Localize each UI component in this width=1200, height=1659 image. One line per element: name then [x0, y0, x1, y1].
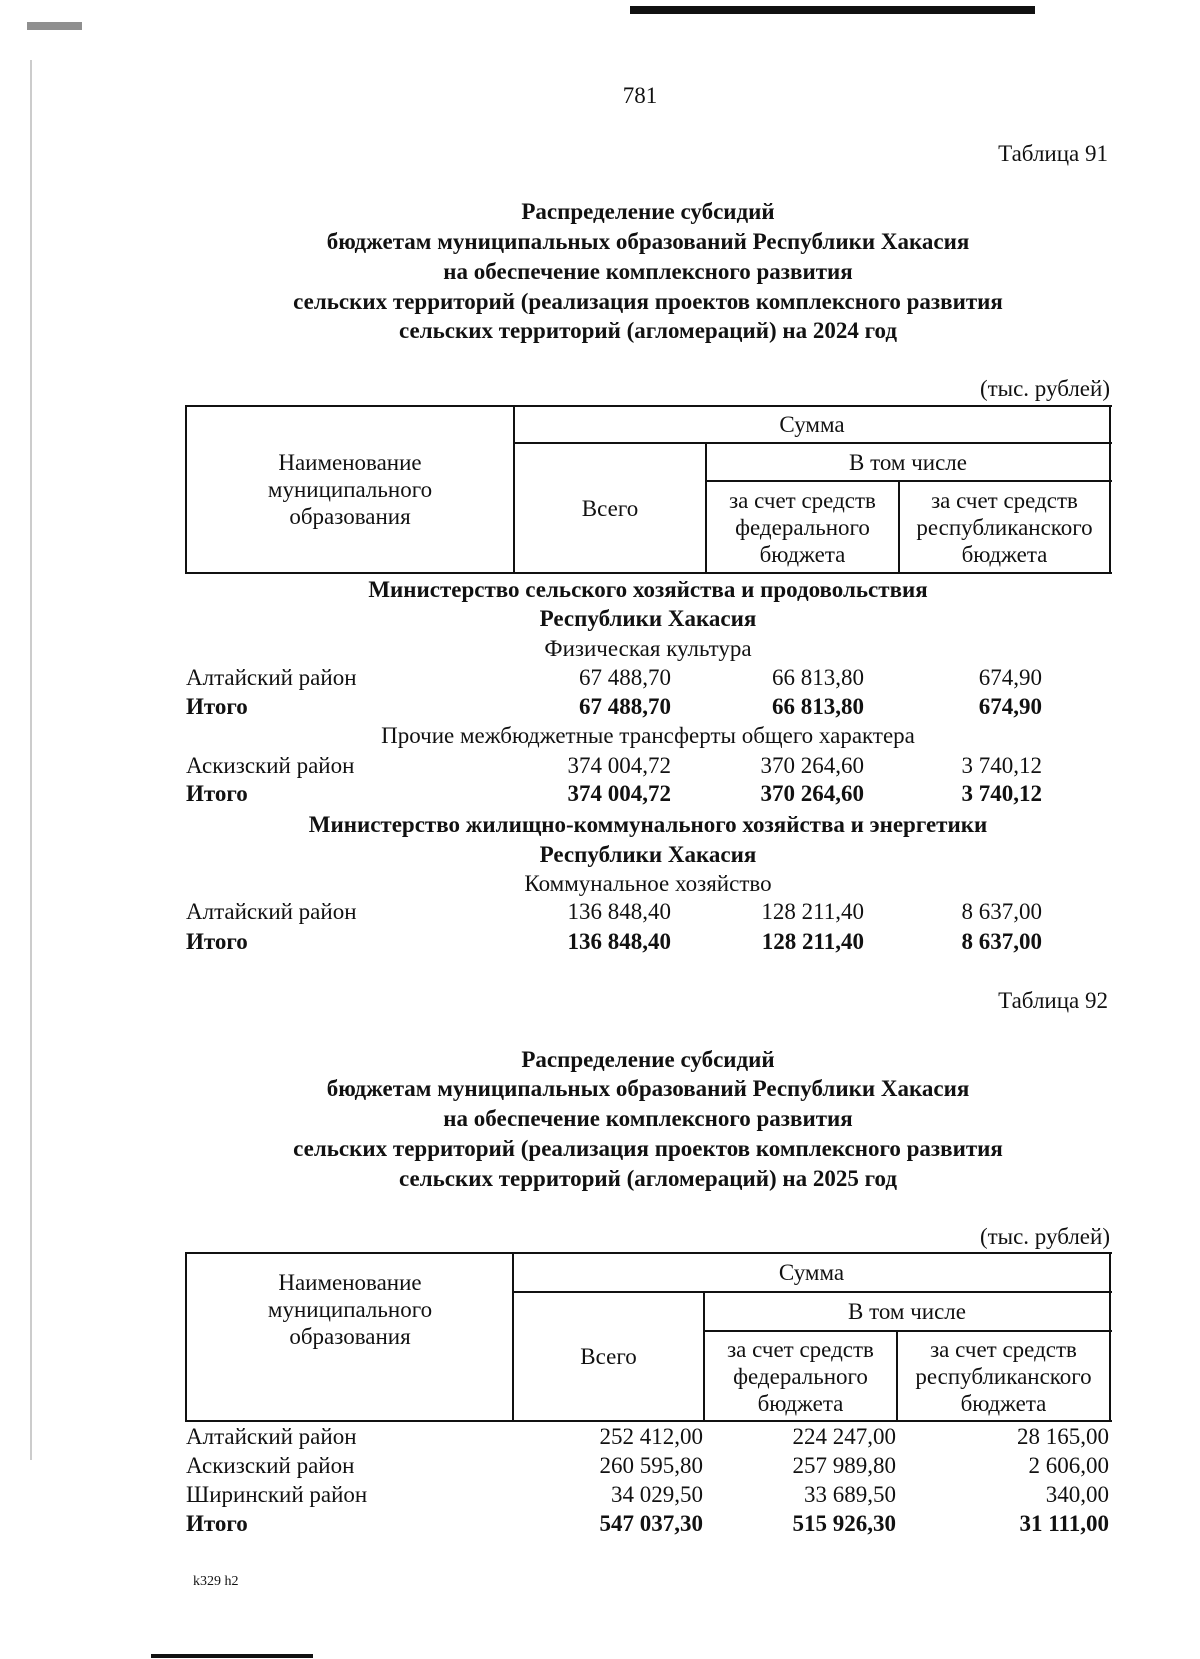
row-republic: 28 165,00: [1017, 1424, 1109, 1449]
ministry-heading: Республики Хакасия: [539, 606, 757, 631]
title-line: сельских территорий (реализация проектов комплексного развития: [293, 289, 1003, 314]
top-scan-bar: [630, 6, 1035, 14]
row-federal: 33 689,50: [804, 1482, 896, 1507]
title-line: Распределение субсидий: [521, 1047, 775, 1072]
row-republic: 674,90: [978, 694, 1042, 719]
table-91-label: Таблица 91: [998, 141, 1108, 166]
page-number: 781: [622, 83, 658, 108]
row-republic: 674,90: [978, 665, 1042, 690]
header-federal: за счет средств федерального бюджета: [727, 1336, 874, 1416]
title-line: бюджетам муниципальных образований Республики Хакасия: [326, 1076, 970, 1101]
row-name: Итого: [186, 694, 248, 719]
row-federal: 515 926,30: [792, 1511, 896, 1536]
section-heading: Прочие межбюджетные трансферты общего характера: [381, 723, 915, 748]
units-label: (тыс. рублей): [979, 376, 1110, 401]
row-republic: 31 111,00: [1019, 1511, 1109, 1536]
row-federal: 370 264,60: [760, 781, 864, 806]
row-name: Аскизский район: [186, 1453, 355, 1478]
row-federal: 128 211,40: [761, 929, 864, 954]
title-line: бюджетам муниципальных образований Республики Хакасия: [326, 229, 970, 254]
row-total: 260 595,80: [599, 1453, 703, 1478]
header-name: Наименование муниципального образования: [267, 450, 433, 529]
title-line: сельских территорий (агломераций) на 2025 год: [399, 1166, 897, 1191]
row-total: 67 488,70: [579, 694, 671, 719]
row-name: Итого: [186, 1511, 248, 1536]
row-federal: 257 989,80: [792, 1453, 896, 1478]
row-total: 34 029,50: [611, 1482, 703, 1507]
row-republic: 340,00: [1045, 1482, 1109, 1507]
title-line: на обеспечение комплексного развития: [443, 259, 853, 284]
header-total: Всего: [580, 1344, 637, 1369]
row-republic: 2 606,00: [1028, 1453, 1109, 1478]
row-total: 374 004,72: [567, 781, 671, 806]
title-line: Распределение субсидий: [521, 199, 775, 224]
table-92-label: Таблица 92: [998, 988, 1108, 1013]
row-federal: 370 264,60: [760, 753, 864, 778]
row-republic: 3 740,12: [961, 753, 1042, 778]
header-including: В том числе: [849, 449, 967, 475]
row-total: 252 412,00: [599, 1424, 703, 1449]
title-line: сельских территорий (агломераций) на 2024 год: [399, 318, 897, 343]
row-republic: 3 740,12: [961, 781, 1042, 806]
header-federal: за счет средств федерального бюджета: [729, 487, 876, 567]
header-republic: за счет средств республиканского бюджета: [916, 487, 1093, 567]
row-name: Алтайский район: [186, 899, 357, 924]
header-republic: за счет средств республиканского бюджета: [915, 1336, 1092, 1416]
header-total: Всего: [581, 495, 639, 521]
row-name: Алтайский район: [186, 1424, 357, 1449]
row-republic: 8 637,00: [961, 929, 1042, 954]
bottom-scan-bar: [151, 1654, 313, 1658]
row-name: Итого: [186, 781, 248, 806]
header-including: В том числе: [848, 1299, 966, 1324]
ministry-heading: Министерство жилищно-коммунального хозяйства и энергетики: [308, 812, 988, 837]
row-total: 547 037,30: [599, 1511, 703, 1536]
row-republic: 8 637,00: [961, 899, 1042, 924]
row-federal: 128 211,40: [761, 899, 864, 924]
section-heading: Физическая культура: [544, 636, 752, 661]
corner-scan-mark: [27, 22, 82, 30]
ministry-heading: Республики Хакасия: [539, 842, 757, 867]
header-name: Наименование муниципального образования: [267, 1269, 433, 1349]
header-sum: Сумма: [779, 412, 845, 437]
title-line: сельских территорий (реализация проектов комплексного развития: [293, 1136, 1003, 1161]
section-heading: Коммунальное хозяйство: [524, 871, 772, 896]
row-federal: 224 247,00: [792, 1424, 896, 1449]
row-total: 67 488,70: [579, 665, 671, 690]
title-line: на обеспечение комплексного развития: [443, 1106, 853, 1131]
footer-code: k329 h2: [193, 1574, 239, 1589]
row-total: 374 004,72: [567, 753, 671, 778]
row-federal: 66 813,80: [772, 694, 864, 719]
row-total: 136 848,40: [567, 929, 671, 954]
row-name: Итого: [186, 929, 248, 954]
row-name: Ширинский район: [186, 1482, 368, 1507]
ministry-heading: Министерство сельского хозяйства и продовольствия: [368, 577, 928, 602]
row-federal: 66 813,80: [772, 665, 864, 690]
row-name: Аскизский район: [186, 753, 355, 778]
row-total: 136 848,40: [567, 899, 671, 924]
left-scan-edge: [30, 60, 32, 1460]
header-sum: Сумма: [778, 1260, 845, 1285]
row-name: Алтайский район: [186, 665, 357, 690]
units-label: (тыс. рублей): [979, 1224, 1110, 1249]
